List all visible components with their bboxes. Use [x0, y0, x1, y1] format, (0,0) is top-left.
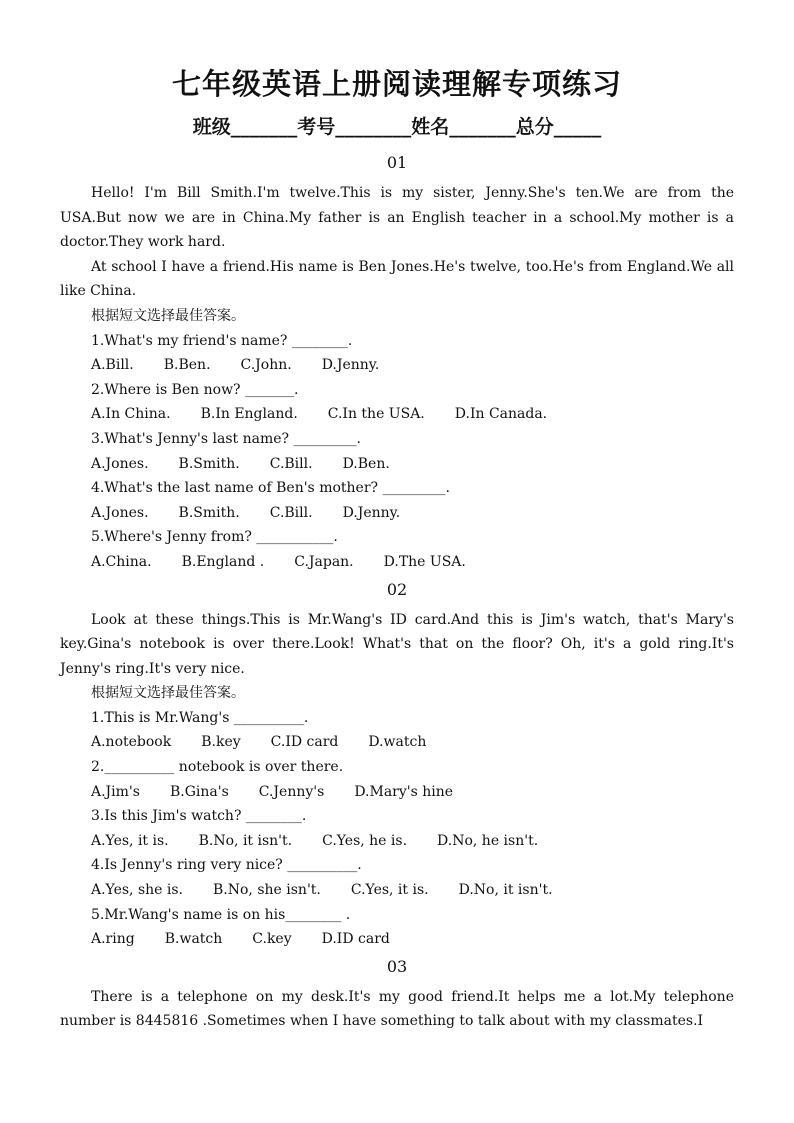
- section-number: 03: [386, 956, 408, 976]
- answer-option: A.Jim's: [91, 783, 140, 800]
- answer-option: B.key: [201, 734, 241, 751]
- question-text: 3.What's Jenny's last name? _________.: [91, 430, 361, 447]
- question-text: 3.Is this Jim's watch? ________.: [91, 808, 307, 825]
- answer-option: C.key: [252, 931, 292, 948]
- question-text: 1.What's my friend's name? ________.: [91, 332, 353, 349]
- answer-options: [60, 550, 734, 575]
- page-title: 七年级英语上册阅读理解专项练习: [171, 67, 622, 101]
- answer-option: D.The USA.: [383, 553, 466, 570]
- answer-option: C.Bill.: [269, 504, 313, 521]
- answer-option: B.No, she isn't.: [213, 882, 321, 899]
- answer-option: A.Yes, it is.: [91, 832, 169, 849]
- answer-option: D.Ben.: [342, 455, 390, 472]
- answer-option: B.England .: [181, 553, 265, 570]
- question-text: 2.Where is Ben now? _______.: [91, 381, 299, 398]
- reading-section: [60, 577, 734, 952]
- exercise-content: [60, 148, 734, 1034]
- answer-option: C.Jenny's: [258, 783, 325, 800]
- answer-option: B.Gina's: [169, 783, 229, 800]
- answer-option: C.Japan.: [294, 553, 354, 570]
- answer-option: A.Jones.: [91, 455, 149, 472]
- answer-option: D.Jenny.: [321, 357, 380, 374]
- section-number: 01: [386, 153, 408, 172]
- section-number: 02: [386, 579, 408, 599]
- answer-option: B.No, it isn't.: [198, 832, 293, 849]
- section-instruction: 根据短文选择最佳答案。: [91, 685, 245, 702]
- answer-option: D.watch: [368, 734, 427, 751]
- passage-paragraph: Look at these things.This is Mr.Wang's ID card.And this is Jim's watch, that's Mary's key.Gina's notebook is over there.Look! What's that on the floor? Oh, it's a gold ring.It's Jenny's ring.It's very nice.: [60, 611, 734, 677]
- answer-option: A.ring: [91, 931, 135, 948]
- answer-option: A.Jones.: [91, 504, 149, 521]
- answer-options: [60, 927, 734, 952]
- answer-options: [60, 730, 734, 755]
- question-text: 4.Is Jenny's ring very nice? __________.: [91, 857, 362, 874]
- answer-option: B.In England.: [200, 406, 298, 423]
- answer-option: A.In China.: [91, 406, 171, 423]
- answer-option: A.Yes, she is.: [91, 882, 184, 899]
- answer-option: B.watch: [164, 931, 223, 948]
- answer-options: [60, 402, 734, 427]
- answer-option: C.Yes, he is.: [322, 832, 408, 849]
- answer-option: A.notebook: [91, 734, 172, 751]
- answer-option: D.ID card: [321, 931, 390, 948]
- passage-paragraph: There is a telephone on my desk.It's my good friend.It helps me a lot.My telephone number is 8445816 .Sometimes when I have something to talk about with my classmates.I: [60, 988, 734, 1030]
- question-text: 1.This is Mr.Wang's __________.: [91, 709, 309, 726]
- answer-options: [60, 878, 734, 903]
- answer-option: B.Smith.: [178, 504, 240, 521]
- answer-options: [60, 829, 734, 854]
- section-instruction: 根据短文选择最佳答案。: [91, 307, 245, 324]
- answer-option: B.Ben.: [163, 357, 211, 374]
- answer-option: B.Smith.: [178, 455, 240, 472]
- question-text: 2.__________ notebook is over there.: [91, 759, 344, 776]
- answer-option: D.Jenny.: [342, 504, 401, 521]
- answer-option: C.In the USA.: [327, 406, 425, 423]
- answer-option: D.No, he isn't.: [437, 832, 539, 849]
- question-text: 5.Mr.Wang's name is on his________ .: [91, 906, 351, 923]
- reading-section: [60, 150, 734, 575]
- student-info-line: 班级_______考号________姓名_______总分_____: [192, 116, 602, 138]
- question-text: 5.Where's Jenny from? ___________.: [91, 529, 338, 546]
- question-text: 4.What's the last name of Ben's mother? _________.: [91, 480, 450, 497]
- answer-options: [60, 780, 734, 805]
- answer-option: C.Yes, it is.: [350, 882, 429, 899]
- answer-options: [60, 353, 734, 378]
- passage-paragraph: Hello! I'm Bill Smith.I'm twelve.This is my sister, Jenny.She's ten.We are from the USA.But now we are in China.My father is an English teacher in a school.My mother is a doctor.They work hard.: [60, 185, 734, 251]
- answer-option: D.No, it isn't.: [458, 882, 553, 899]
- answer-option: D.Mary's hine: [354, 783, 454, 800]
- reading-section: [60, 954, 734, 1034]
- answer-option: C.Bill.: [269, 455, 313, 472]
- answer-options: [60, 452, 734, 477]
- answer-option: A.China.: [91, 553, 152, 570]
- answer-option: A.Bill.: [91, 357, 134, 374]
- passage-paragraph: At school I have a friend.His name is Ben Jones.He's twelve, too.He's from England.We all like China.: [60, 258, 734, 300]
- answer-option: C.ID card: [270, 734, 339, 751]
- answer-option: D.In Canada.: [454, 406, 548, 423]
- answer-option: C.John.: [240, 357, 292, 374]
- answer-options: [60, 501, 734, 526]
